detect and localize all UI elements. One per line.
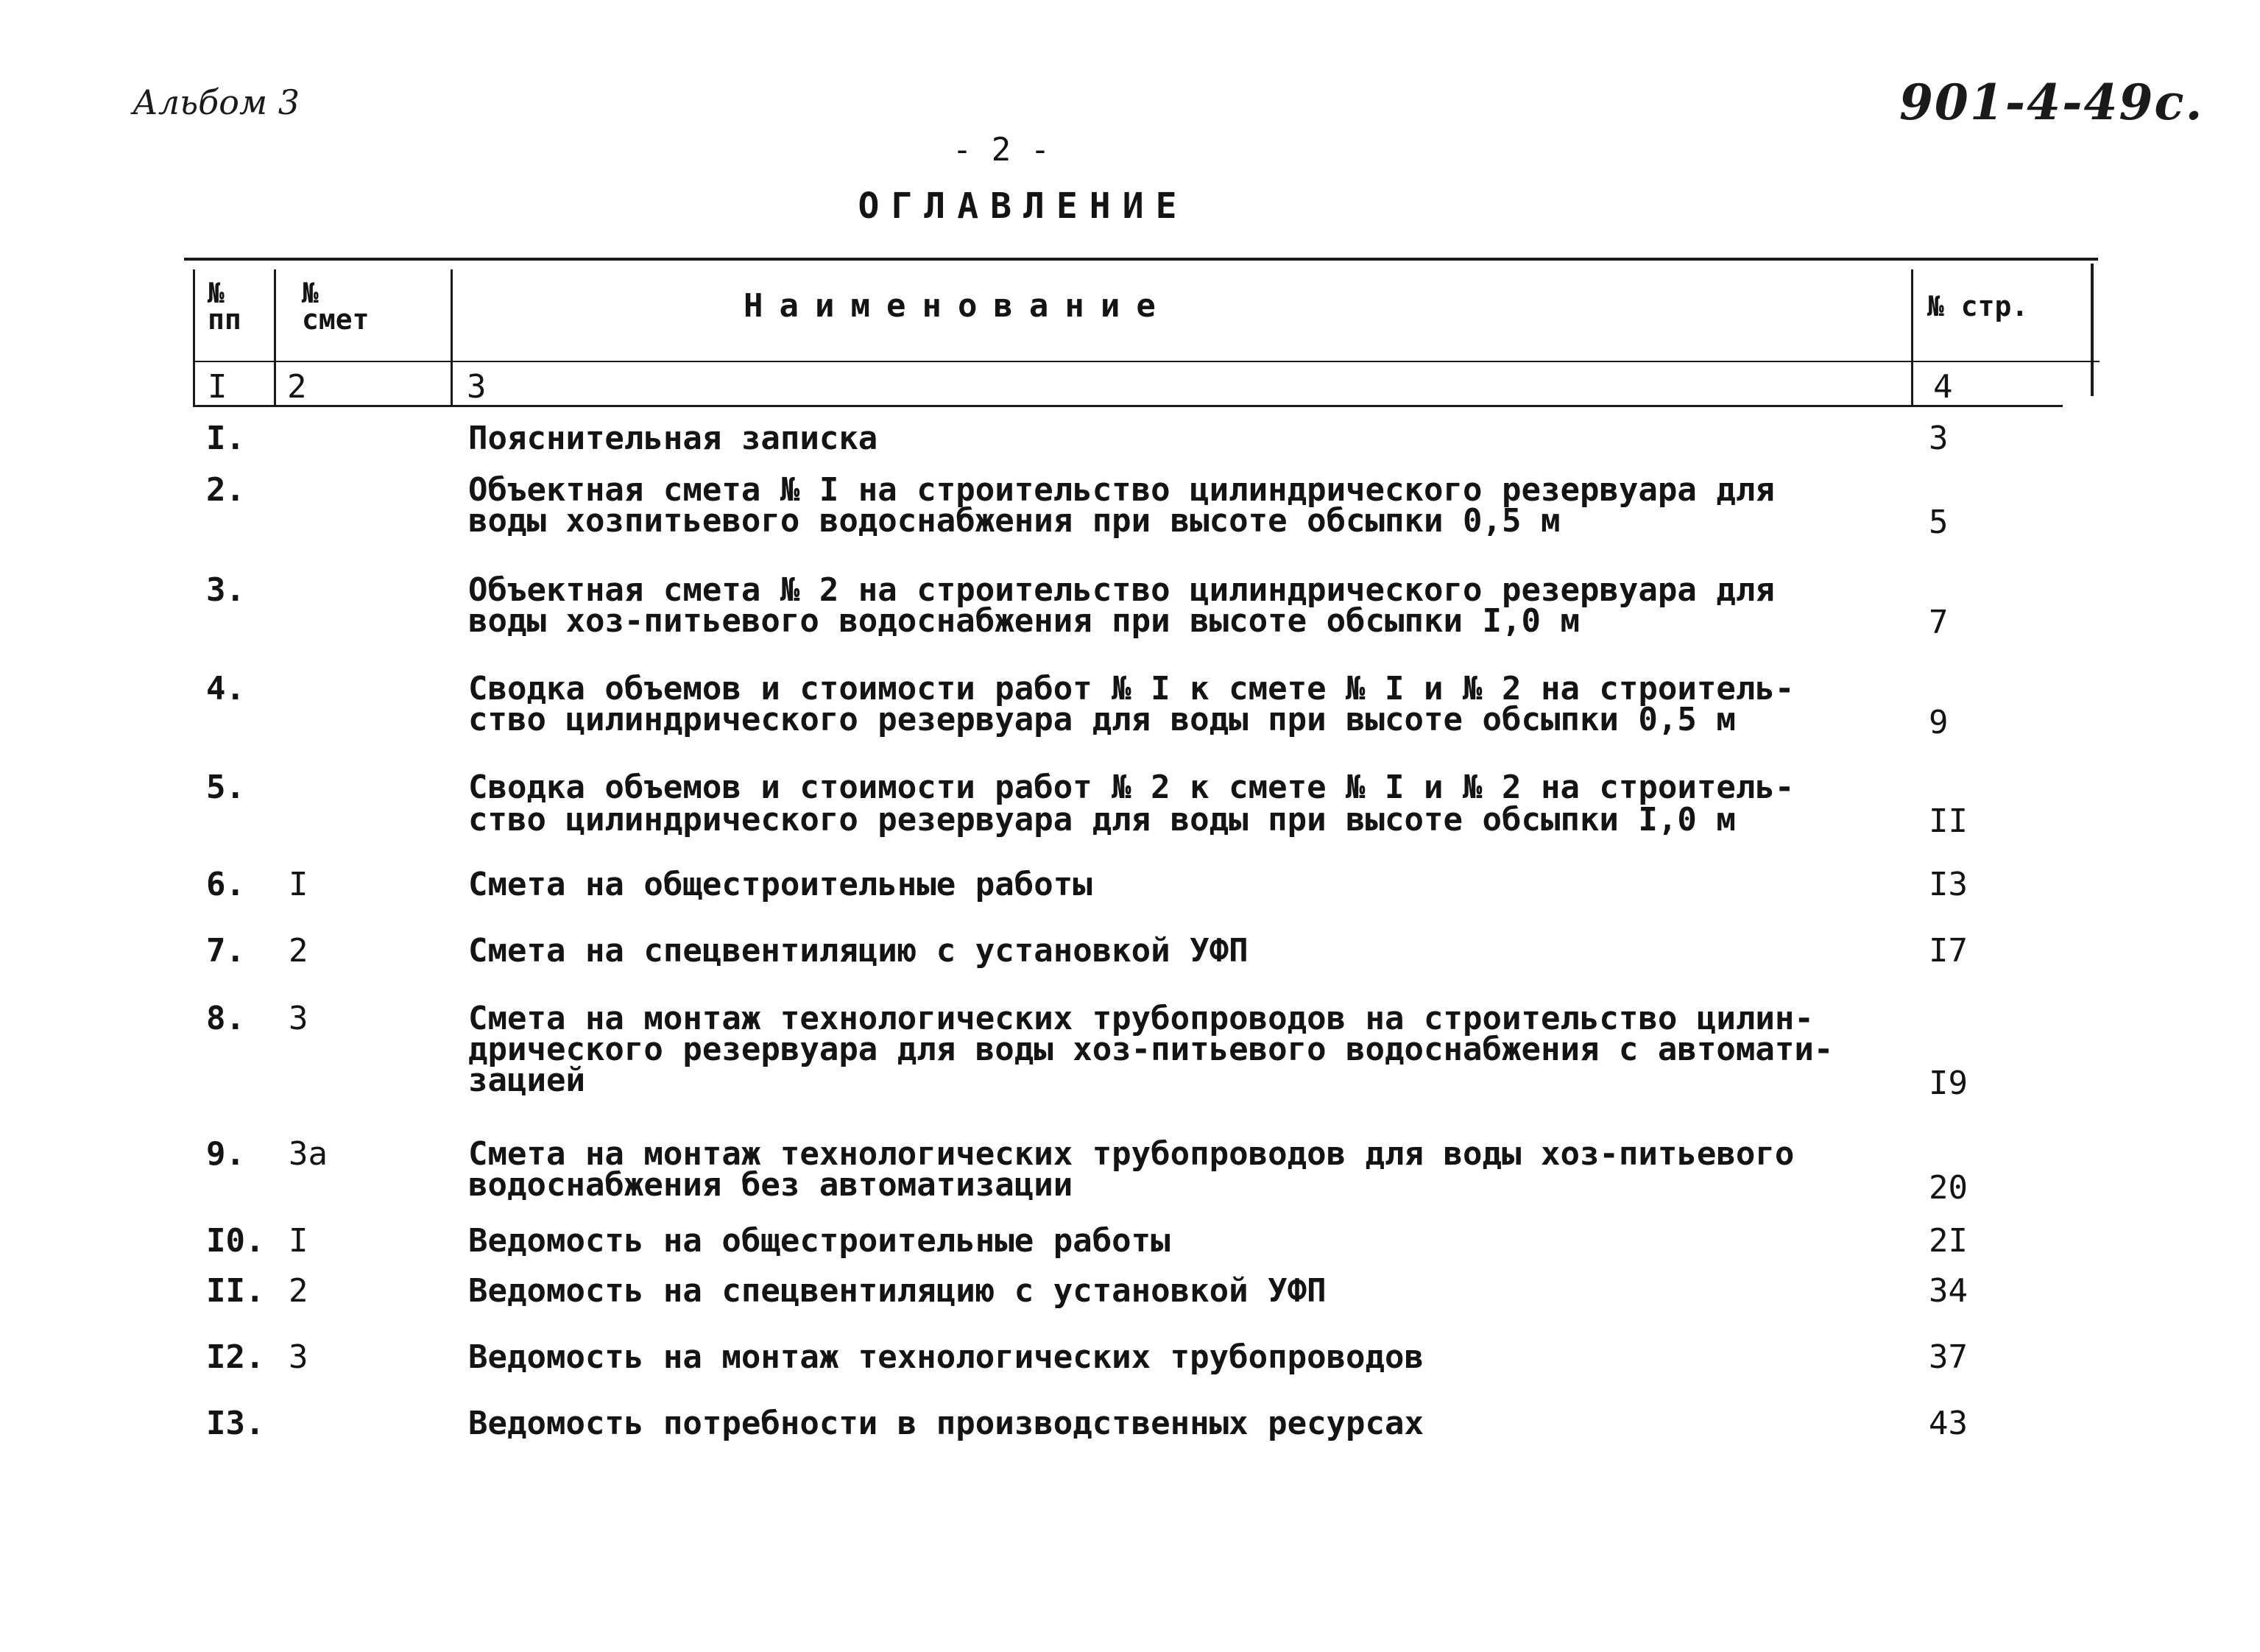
- row-page: II: [1929, 802, 1968, 840]
- row-name: Смета на спецвентиляцию с установкой УФП: [468, 932, 1249, 970]
- row-name: Сводка объемов и стоимости работ № 2 к смете № I и № 2 на строитель-: [468, 769, 1795, 806]
- row-smeta: 3: [289, 1000, 308, 1037]
- row-number: I0.: [206, 1222, 265, 1260]
- row-smeta: 2: [289, 1272, 308, 1310]
- row-name-continued: водоснабжения без автоматизации: [468, 1166, 1073, 1204]
- row-page: 37: [1929, 1338, 1968, 1376]
- row-name-continued: воды хоз-питьевого водоснабжения при высоте обсыпки I,0 м: [468, 602, 1580, 640]
- header-top-rule: [184, 258, 2098, 261]
- column-number: 4: [1933, 368, 1953, 406]
- header-sub-rule: [193, 361, 2100, 362]
- row-name: Сводка объемов и стоимости работ № I к смете № I и № 2 на строитель-: [468, 670, 1795, 707]
- row-page: 20: [1929, 1169, 1968, 1207]
- row-number: 9.: [206, 1135, 245, 1173]
- row-number: 5.: [206, 769, 245, 806]
- row-page: 3: [1929, 420, 1949, 457]
- header-name: Наименование: [744, 287, 1172, 325]
- row-page: I9: [1929, 1065, 1968, 1102]
- row-name: Смета на монтаж технологических трубопроводов для воды хоз-питьевого: [468, 1135, 1795, 1173]
- header-smeta: [302, 277, 370, 336]
- row-number: 2.: [206, 471, 245, 509]
- row-smeta: I: [289, 866, 308, 903]
- row-name-continued: дрического резервуара для воды хоз-питьевого водоснабжения с автомати-: [468, 1031, 1834, 1068]
- row-name: Смета на общестроительные работы: [468, 866, 1092, 903]
- header-divider-left: [193, 269, 195, 405]
- row-number: II.: [206, 1272, 265, 1310]
- row-number: 7.: [206, 932, 245, 970]
- header-divider-name: [1911, 269, 1913, 405]
- header-divider-right: [2091, 264, 2094, 396]
- row-page: 5: [1929, 504, 1949, 541]
- row-number: I.: [206, 420, 245, 457]
- row-number: I2.: [206, 1338, 265, 1376]
- row-name-continued: ство цилиндрического резервуара для воды при высоте обсыпки 0,5 м: [468, 701, 1736, 738]
- row-name-continued: зацией: [468, 1062, 585, 1099]
- row-name-continued: ство цилиндрического резервуара для воды при высоте обсыпки I,0 м: [468, 801, 1736, 839]
- column-number: 2: [287, 368, 307, 406]
- header-divider-num: [274, 269, 276, 405]
- row-name: Объектная смета № 2 на строительство цилиндрического резервуара для: [468, 571, 1775, 609]
- header-divider-smeta: [451, 269, 453, 405]
- page-number: - 2 -: [952, 131, 1050, 169]
- row-smeta: 3а: [289, 1135, 328, 1173]
- row-number: 6.: [206, 866, 245, 903]
- row-name: Ведомость потребности в производственных ресурсах: [468, 1405, 1424, 1442]
- row-page: 43: [1929, 1405, 1968, 1442]
- header-num-line2: пп: [208, 303, 241, 336]
- row-smeta: 3: [289, 1338, 308, 1376]
- header-num-line1: №: [208, 277, 225, 309]
- row-smeta: I: [289, 1222, 308, 1260]
- row-number: 4.: [206, 670, 245, 707]
- row-page: 34: [1929, 1272, 1968, 1310]
- row-page: I3: [1929, 866, 1968, 903]
- row-number: I3.: [206, 1405, 265, 1442]
- header-smeta-line2: смет: [302, 303, 370, 336]
- album-label: Альбом 3: [133, 82, 300, 122]
- row-page: I7: [1929, 932, 1968, 970]
- row-name: Пояснительная записка: [468, 420, 878, 457]
- header-smeta-line1: №: [302, 277, 319, 309]
- row-name-continued: воды хозпитьевого водоснабжения при высоте обсыпки 0,5 м: [468, 502, 1561, 540]
- column-number: I: [208, 368, 227, 406]
- row-name: Ведомость на монтаж технологических трубопроводов: [468, 1338, 1424, 1376]
- row-smeta: 2: [289, 932, 308, 970]
- row-name: Смета на монтаж технологических трубопроводов на строительство цилин-: [468, 1000, 1814, 1037]
- header-page: № стр.: [1927, 290, 2029, 322]
- row-page: 9: [1929, 704, 1949, 741]
- row-number: 8.: [206, 1000, 245, 1037]
- document-number: 901-4-49с.: [1899, 74, 2204, 131]
- row-name: Объектная смета № I на строительство цилиндрического резервуара для: [468, 471, 1775, 509]
- page-title: ОГЛАВЛЕНИЕ: [858, 186, 1189, 227]
- header-num: [208, 277, 241, 336]
- row-page: 7: [1929, 604, 1949, 641]
- row-name: Ведомость на общестроительные работы: [468, 1222, 1170, 1260]
- row-page: 2I: [1929, 1222, 1968, 1260]
- row-name: Ведомость на спецвентиляцию с установкой УФП: [468, 1272, 1327, 1310]
- row-number: 3.: [206, 571, 245, 609]
- column-number: 3: [467, 368, 487, 406]
